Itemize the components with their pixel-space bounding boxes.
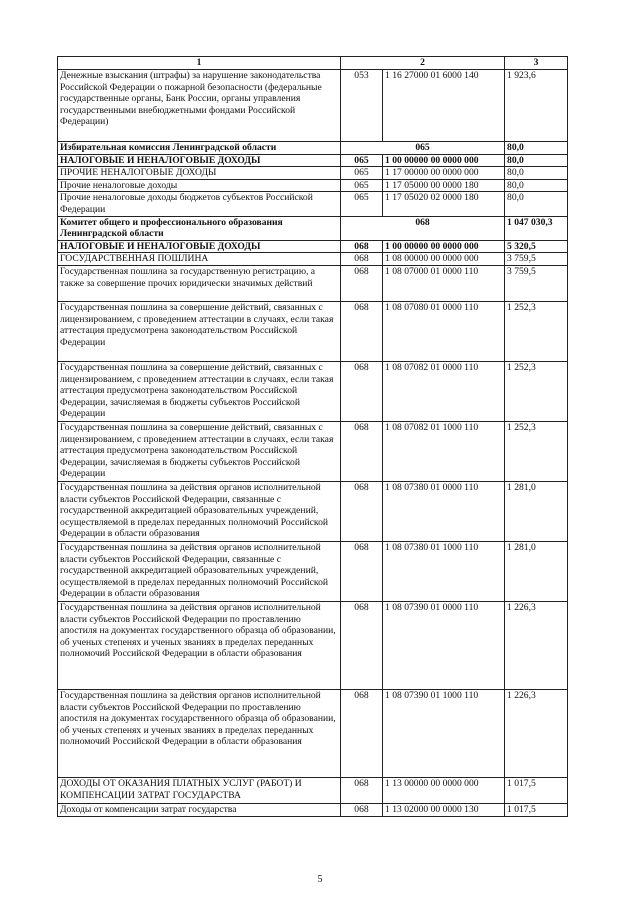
row-description: Государственная пошлина за действия органов исполнительной власти субъектов Российской Федерации по проставлению апостиля на документах государственного образца об образовании, об ученых степенях и ученых званиях в пределах переданных полномочий Российской Федерации в области образования xyxy=(58,601,341,689)
row-kbk-code: 1 08 07082 01 1000 110 xyxy=(383,421,505,481)
row-description: Государственная пошлина за совершение действий, связанных с лицензированием, с проведением аттестации в случаях, если такая аттестация предусмотрена законодательством Российской Федерации, зачисляемая в бюджеты субъектов Российской Федерации xyxy=(58,361,341,421)
row-kbk-code: 1 00 00000 00 0000 000 xyxy=(383,240,505,253)
row-description: Государственная пошлина за совершение действий, связанных с лицензированием, с проведением аттестации в случаях, если такая аттестация предусмотрена законодательством Российской Федерации xyxy=(58,301,341,361)
row-amount: 1 017,5 xyxy=(505,777,568,803)
row-kbk-code: 1 16 27000 01 6000 140 xyxy=(383,70,505,142)
table-row xyxy=(58,167,568,180)
row-admin-code: 053 xyxy=(341,70,383,142)
table-row xyxy=(58,481,568,541)
row-kbk-code: 1 08 07390 01 0000 110 xyxy=(383,601,505,689)
table-row xyxy=(58,541,568,601)
row-description: Прочие неналоговые доходы бюджетов субъектов Российской Федерации xyxy=(58,192,341,216)
table-row xyxy=(58,179,568,192)
table-row xyxy=(58,689,568,777)
row-description: ПРОЧИЕ НЕНАЛОГОВЫЕ ДОХОДЫ xyxy=(58,167,341,180)
table-row xyxy=(58,240,568,253)
row-kbk-code: 1 17 05020 02 0000 180 xyxy=(383,192,505,216)
row-amount: 1 226,3 xyxy=(505,601,568,689)
row-description: Государственная пошлина за действия органов исполнительной власти субъектов Российской Федерации по проставлению апостиля на документах государственного образца об образовании, об ученых степенях и ученых званиях в пределах переданных полномочий Российской Федерации в области образования xyxy=(58,689,341,777)
row-admin-code: 068 xyxy=(341,361,383,421)
row-amount: 1 923,6 xyxy=(505,70,568,142)
row-kbk-code: 1 13 02000 00 0000 130 xyxy=(383,803,505,816)
row-amount: 80,0 xyxy=(505,192,568,216)
row-admin-code: 065 xyxy=(341,167,383,180)
row-amount: 80,0 xyxy=(505,154,568,167)
row-amount: 1 252,3 xyxy=(505,301,568,361)
row-admin-code: 068 xyxy=(341,301,383,361)
table-row xyxy=(58,216,568,240)
row-description: Государственная пошлина за действия органов исполнительной власти субъектов Российской Федерации, связанные с государственной аккредитацией образовательных учреждений, осуществляемой в пределах переданных полномочий Российской Федерации в области образования xyxy=(58,481,341,541)
header-col-1: 1 xyxy=(58,57,341,70)
table-row xyxy=(58,421,568,481)
row-kbk-code: 1 08 07380 01 1000 110 xyxy=(383,541,505,601)
row-description: Государственная пошлина за действия органов исполнительной власти субъектов Российской Федерации, связанные с государственной аккредитацией образовательных учреждений, осуществляемой в пределах переданных полномочий Российской Федерации в области образования xyxy=(58,541,341,601)
row-description: Комитет общего и профессионального образования Ленинградской области xyxy=(58,216,341,240)
row-amount: 1 017,5 xyxy=(505,803,568,816)
table-row xyxy=(58,803,568,816)
row-description: Прочие неналоговые доходы xyxy=(58,179,341,192)
table-row xyxy=(58,70,568,142)
row-kbk-code: 1 08 07080 01 0000 110 xyxy=(383,301,505,361)
revenue-table xyxy=(57,56,568,817)
row-admin-code: 068 xyxy=(341,541,383,601)
table-row xyxy=(58,192,568,216)
row-admin-code: 065 xyxy=(341,179,383,192)
row-admin-code: 065 xyxy=(341,192,383,216)
row-amount: 5 320,5 xyxy=(505,240,568,253)
row-admin-code: 065 xyxy=(341,154,383,167)
page-number: 5 xyxy=(317,874,323,885)
row-amount: 1 281,0 xyxy=(505,481,568,541)
row-admin-code: 068 xyxy=(341,240,383,253)
row-amount: 1 047 030,3 xyxy=(505,216,568,240)
row-admin-code: 068 xyxy=(341,689,383,777)
header-col-3: 3 xyxy=(505,57,568,70)
row-amount: 3 759,5 xyxy=(505,265,568,301)
row-description: НАЛОГОВЫЕ И НЕНАЛОГОВЫЕ ДОХОДЫ xyxy=(58,154,341,167)
table-row xyxy=(58,361,568,421)
row-admin-code: 065 xyxy=(341,142,505,155)
table-row xyxy=(58,301,568,361)
table-row xyxy=(58,601,568,689)
table-row xyxy=(58,253,568,266)
row-admin-code: 068 xyxy=(341,216,505,240)
table-row xyxy=(58,154,568,167)
row-admin-code: 068 xyxy=(341,481,383,541)
row-description: Денежные взыскания (штрафы) за нарушение законодательства Российской Федерации о пожарной безопасности (федеральные государственные органы, Банк России, органы управления государственными внебюджетными фондами Российской Федерации) xyxy=(58,70,341,142)
row-admin-code: 068 xyxy=(341,803,383,816)
header-col-2: 2 xyxy=(341,57,505,70)
row-kbk-code: 1 08 00000 00 0000 000 xyxy=(383,253,505,266)
row-admin-code: 068 xyxy=(341,253,383,266)
row-admin-code: 068 xyxy=(341,421,383,481)
row-kbk-code: 1 00 00000 00 0000 000 xyxy=(383,154,505,167)
table-row xyxy=(58,777,568,803)
row-amount: 1 281,0 xyxy=(505,541,568,601)
row-amount: 1 226,3 xyxy=(505,689,568,777)
row-description: Государственная пошлина за государственную регистрацию, а также за совершение прочих юридически значимых действий xyxy=(58,265,341,301)
row-kbk-code: 1 08 07000 01 0000 110 xyxy=(383,265,505,301)
row-kbk-code: 1 08 07082 01 0000 110 xyxy=(383,361,505,421)
table-row xyxy=(58,142,568,155)
row-admin-code: 068 xyxy=(341,777,383,803)
row-amount: 80,0 xyxy=(505,179,568,192)
row-kbk-code: 1 13 00000 00 0000 000 xyxy=(383,777,505,803)
row-admin-code: 068 xyxy=(341,601,383,689)
row-amount: 1 252,3 xyxy=(505,421,568,481)
row-kbk-code: 1 08 07390 01 1000 110 xyxy=(383,689,505,777)
row-description: Доходы от компенсации затрат государства xyxy=(58,803,341,816)
row-kbk-code: 1 08 07380 01 0000 110 xyxy=(383,481,505,541)
row-kbk-code: 1 17 00000 00 0000 000 xyxy=(383,167,505,180)
row-amount: 3 759,5 xyxy=(505,253,568,266)
row-amount: 80,0 xyxy=(505,142,568,155)
row-amount: 80,0 xyxy=(505,167,568,180)
row-description: Государственная пошлина за совершение действий, связанных с лицензированием, с проведением аттестации в случаях, если такая аттестация предусмотрена законодательством Российской Федерации, зачисляемая в бюджеты субъектов Российской Федерации xyxy=(58,421,341,481)
row-kbk-code: 1 17 05000 00 0000 180 xyxy=(383,179,505,192)
row-description: НАЛОГОВЫЕ И НЕНАЛОГОВЫЕ ДОХОДЫ xyxy=(58,240,341,253)
table-row xyxy=(58,265,568,301)
row-admin-code: 068 xyxy=(341,265,383,301)
row-amount: 1 252,3 xyxy=(505,361,568,421)
row-description: ГОСУДАРСТВЕННАЯ ПОШЛИНА xyxy=(58,253,341,266)
row-description: ДОХОДЫ ОТ ОКАЗАНИЯ ПЛАТНЫХ УСЛУГ (РАБОТ) И КОМПЕНСАЦИИ ЗАТРАТ ГОСУДАРСТВА xyxy=(58,777,341,803)
row-description: Избирательная комиссия Ленинградской области xyxy=(58,142,341,155)
table-header-row xyxy=(58,57,568,70)
